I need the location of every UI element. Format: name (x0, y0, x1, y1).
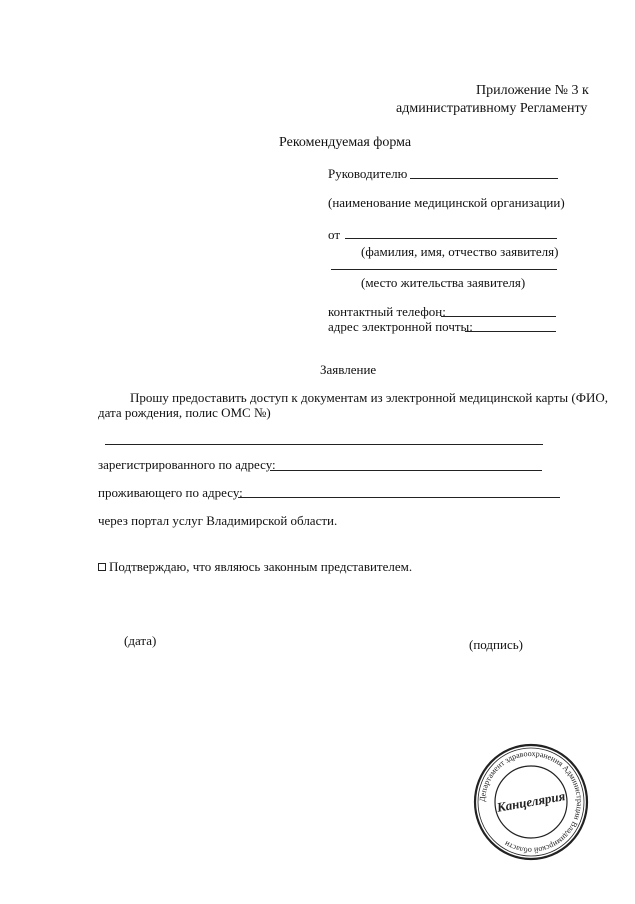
to-label: Руководителю (328, 166, 408, 181)
statement-heading: Заявление (320, 362, 377, 377)
stamp-center-text: Канцелярия (495, 788, 567, 815)
signature-label: (подпись) (469, 637, 523, 652)
registered-label: зарегистрированного по адресу: (98, 457, 276, 472)
date-label: (дата) (124, 633, 157, 648)
residence-caption: (место жительства заявителя) (361, 275, 526, 290)
email-label: адрес электронной почты: (328, 319, 473, 334)
request-line2: дата рождения, полис ОМС №) (98, 405, 271, 420)
email-line[interactable] (465, 331, 556, 332)
living-address-line[interactable] (238, 497, 560, 498)
appendix-line1: Приложение № 3 к (476, 83, 589, 98)
org-name-line[interactable] (410, 178, 558, 179)
applicant-name-line[interactable] (345, 238, 557, 239)
confirm-text: Подтверждаю, что являюсь законным представителем. (109, 559, 413, 574)
registered-address-line[interactable] (270, 470, 542, 471)
request-line1: Прошу предоставить доступ к документам из электронной медицинской карты (ФИО, (130, 390, 609, 405)
org-caption: (наименование медицинской организации) (328, 195, 565, 210)
stamp-ring-text: Департамент здравоохранения Администрации Владимирской области (477, 748, 585, 856)
residence-line[interactable] (331, 269, 557, 270)
name-caption: (фамилия, имя, отчество заявителя) (361, 244, 559, 259)
portal-text: через портал услуг Владимирской области. (98, 513, 338, 528)
living-label: проживающего по адресу: (98, 485, 243, 500)
appendix-line2: административному Регламенту (396, 101, 588, 116)
from-label: от (328, 227, 341, 242)
phone-line[interactable] (441, 316, 556, 317)
confirm-checkbox[interactable] (98, 563, 106, 571)
form-title: Рекомендуемая форма (279, 135, 412, 150)
phone-label: контактный телефон: (328, 304, 446, 319)
office-stamp (472, 742, 590, 862)
patient-info-line[interactable] (105, 444, 543, 445)
